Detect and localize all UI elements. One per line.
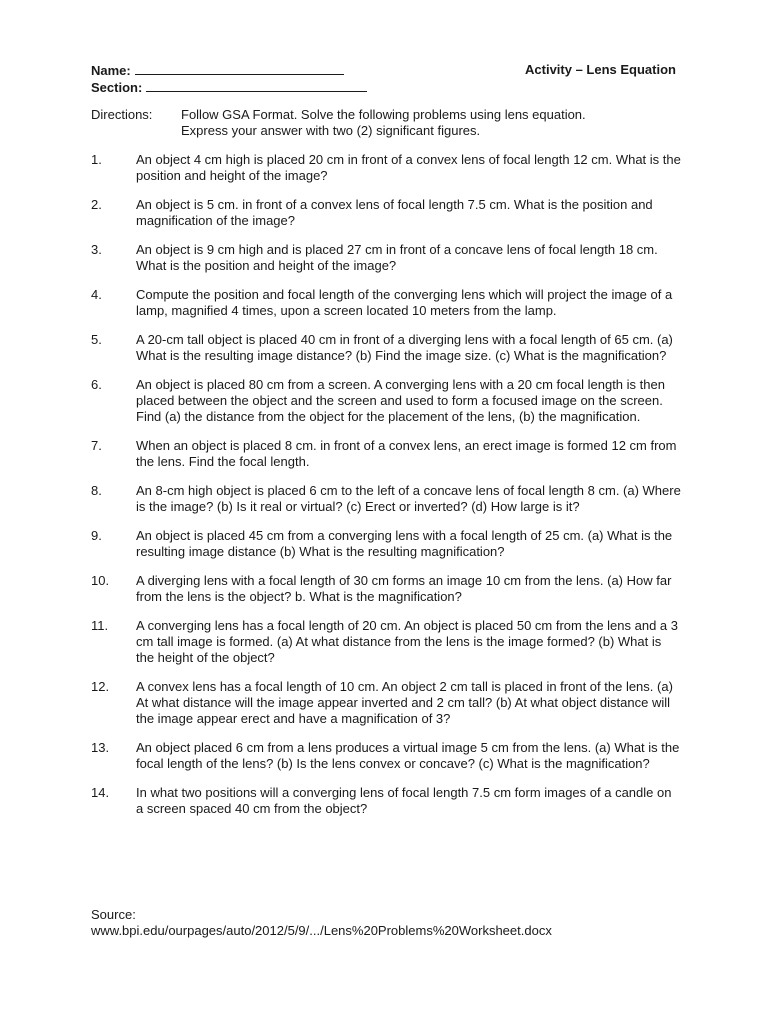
directions (91, 107, 691, 139)
directions-line-2: Express your answer with two (2) significant figures. (181, 123, 481, 138)
source-block (91, 907, 552, 939)
question-item (91, 332, 681, 364)
question-number: 2. (91, 197, 102, 212)
question-number: 13. (91, 740, 110, 755)
directions-label: Directions: (91, 107, 153, 122)
worksheet-header (91, 62, 676, 96)
name-label: Name: (91, 63, 131, 78)
question-item (91, 377, 681, 425)
question-item (91, 618, 681, 666)
question-number: 4. (91, 287, 102, 302)
question-text: An object is placed 45 cm from a converging lens with a focal length of 25 cm. (a) What is the resulting image distance (b) What is the resulting magnification? (136, 528, 673, 559)
question-number: 8. (91, 483, 102, 498)
question-number: 7. (91, 438, 102, 453)
question-list (91, 152, 681, 817)
question-text: A diverging lens with a focal length of 30 cm forms an image 10 cm from the lens. (a) How far from the lens is the object? b. What is the magnification? (136, 573, 672, 604)
question-item (91, 740, 681, 772)
question-text: An object is 5 cm. in front of a convex lens of focal length 7.5 cm. What is the position and magnification of the image? (136, 197, 653, 228)
question-item (91, 483, 681, 515)
section-blank-line (146, 79, 367, 92)
question-item (91, 242, 681, 274)
question-number: 5. (91, 332, 102, 347)
question-text: In what two positions will a converging lens of focal length 7.5 cm form images of a candle on a screen spaced 40 cm from the object? (136, 785, 672, 816)
question-number: 11. (91, 618, 109, 633)
question-text: An object 4 cm high is placed 20 cm in front of a convex lens of focal length 12 cm. What is the position and height of the image? (136, 152, 681, 183)
activity-title: Activity – Lens Equation (525, 62, 676, 77)
question-text: A converging lens has a focal length of 20 cm. An object is placed 50 cm from the lens and a 3 cm tall image is formed. (a) At what distance from the lens is the image formed? (b) What is the height of the object? (136, 618, 678, 665)
question-number: 12. (91, 679, 110, 694)
question-item (91, 287, 681, 319)
name-blank-line (135, 62, 344, 75)
question-item (91, 785, 681, 817)
question-text: An object is 9 cm high and is placed 27 cm in front of a concave lens of focal length 18 cm. What is the position and height of the image? (136, 242, 658, 273)
question-number: 1. (91, 152, 102, 167)
question-number: 9. (91, 528, 102, 543)
question-item (91, 197, 681, 229)
question-text: When an object is placed 8 cm. in front of a convex lens, an erect image is formed 12 cm from the lens. Find the focal length. (136, 438, 677, 469)
question-item (91, 679, 681, 727)
question-item (91, 573, 681, 605)
source-url: www.bpi.edu/ourpages/auto/2012/5/9/.../Lens%20Problems%20Worksheet.docx (91, 923, 552, 938)
question-text: An 8-cm high object is placed 6 cm to the left of a concave lens of focal length 8 cm. (a) Where is the image? (b) Is it real or virtual? (c) Erect or inverted? (d) How large is it? (136, 483, 681, 514)
question-item (91, 438, 681, 470)
question-number: 14. (91, 785, 110, 800)
directions-line-1: Follow GSA Format. Solve the following problems using lens equation. (181, 107, 586, 122)
question-text: A 20-cm tall object is placed 40 cm in front of a diverging lens with a focal length of 65 cm. (a) What is the resulting image distance? (b) Find the image size. (c) What is the magnification? (136, 332, 673, 363)
question-text: An object placed 6 cm from a lens produces a virtual image 5 cm from the lens. (a) What is the focal length of the lens? (b) Is the lens convex or concave? (c) What is the magnification? (136, 740, 680, 771)
question-text: Compute the position and focal length of the converging lens which will project the image of a lamp, magnified 4 times, upon a screen located 10 meters from the lamp. (136, 287, 673, 318)
question-text: An object is placed 80 cm from a screen. A converging lens with a 20 cm focal length is then placed between the object and the screen and used to form a focused image on the screen. Find (a) the distance from the object for the placement of the lens, (b) the magnification. (136, 377, 665, 424)
source-label: Source: (91, 907, 136, 922)
question-item (91, 528, 681, 560)
question-number: 10. (91, 573, 110, 588)
question-number: 6. (91, 377, 102, 392)
question-number: 3. (91, 242, 102, 257)
section-label: Section: (91, 80, 143, 95)
question-item (91, 152, 681, 184)
question-text: A convex lens has a focal length of 10 cm. An object 2 cm tall is placed in front of the lens. (a) At what distance will the image appear inverted and 2 cm tall? (b) At what object distance will the image appear erect and have a magnification of 3? (136, 679, 673, 726)
